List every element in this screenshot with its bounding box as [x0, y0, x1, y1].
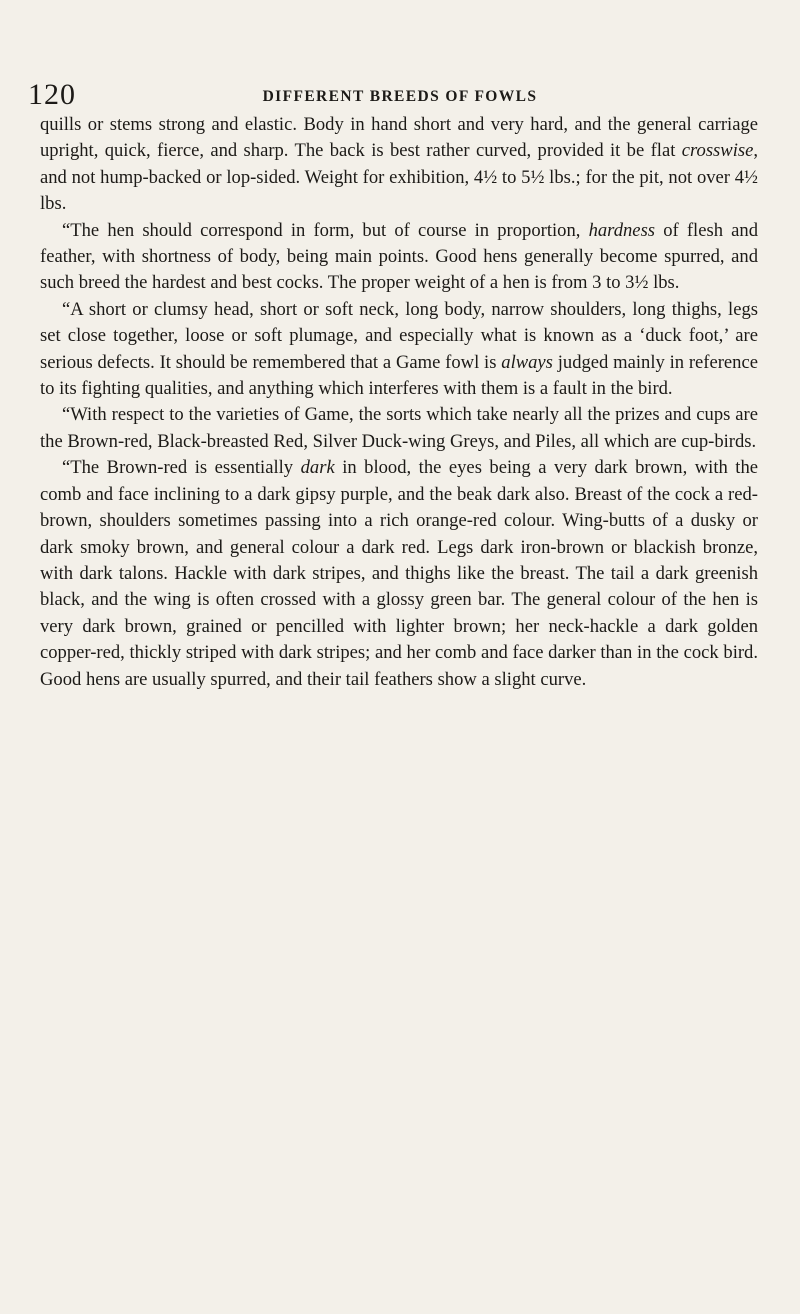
- text-run: “A short or clumsy head, short or soft neck, long body, narrow shoulders, long thighs, legs set close together, loose or soft plumage, and especially what is known as a ‘duck foot,’ are serious defects. It should be remembered that a Game fowl is: [40, 298, 758, 373]
- paragraph-1: [40, 112, 758, 218]
- text-run: of flesh and feather, with shortness of body, being main points. Good hens generally become spurred, and such breed the hardest and best cocks. The proper weight of a hen is from 3 to 3½ lbs.: [40, 219, 758, 294]
- italic-run: hardness: [588, 219, 656, 241]
- paragraph-5: [40, 455, 758, 693]
- italic-run: dark: [300, 457, 335, 479]
- text-run: “With respect to the varieties of Game, the sorts which take nearly all the prizes and cups are the Brown-red, Black-breasted Red, Silver Duck-wing Greys, and Piles, all which are cup-birds.: [40, 404, 758, 452]
- italic-run: always: [501, 351, 553, 373]
- paragraph-2: [40, 218, 758, 297]
- page-number: 120: [28, 78, 76, 111]
- running-head: DIFFERENT BREEDS OF FOWLS: [262, 88, 538, 105]
- paragraph-3: [40, 297, 758, 403]
- italic-run: crosswise: [681, 140, 754, 162]
- paragraph-4: [40, 402, 758, 455]
- text-run: quills or stems strong and elastic. Body in hand short and very hard, and the general carriage upright, quick, fierce, and sharp. The back is best rather curved, provided it be flat: [40, 114, 758, 162]
- body-text: [40, 112, 758, 693]
- text-run: in blood, the eyes being a very dark brown, with the comb and face inclining to a dark gipsy purple, and the beak dark also. Breast of the cock a red-brown, shoulders sometimes passing into a rich orange-red colour. Wing-butts of a dusky or dark smoky brown, and general colour a dark red. Legs dark iron-brown or blackish bronze, with dark talons. Hackle with dark stripes, and thighs like the breast. The tail a dark greenish black, and the wing is often crossed with a glossy green bar. The general colour of the hen is very dark brown, grained or pencilled with lighter brown; her neck-hackle a dark golden copper-red, thickly striped with dark stripes; and her comb and face darker than in the cock bird. Good hens are usually spurred, and their tail feathers show a slight curve.: [40, 457, 758, 690]
- text-run: “The hen should correspond in form, but of course in proportion,: [62, 219, 589, 241]
- text-run: , and not hump-backed or lop-sided. Weight for exhibition, 4½ to 5½ lbs.; for the pit, not over 4½ lbs.: [40, 140, 758, 215]
- text-run: judged mainly in reference to its fighting qualities, and anything which interferes with them is a fault in the bird.: [40, 351, 758, 400]
- page-header: [0, 78, 800, 110]
- text-run: “The Brown-red is essentially: [62, 457, 301, 479]
